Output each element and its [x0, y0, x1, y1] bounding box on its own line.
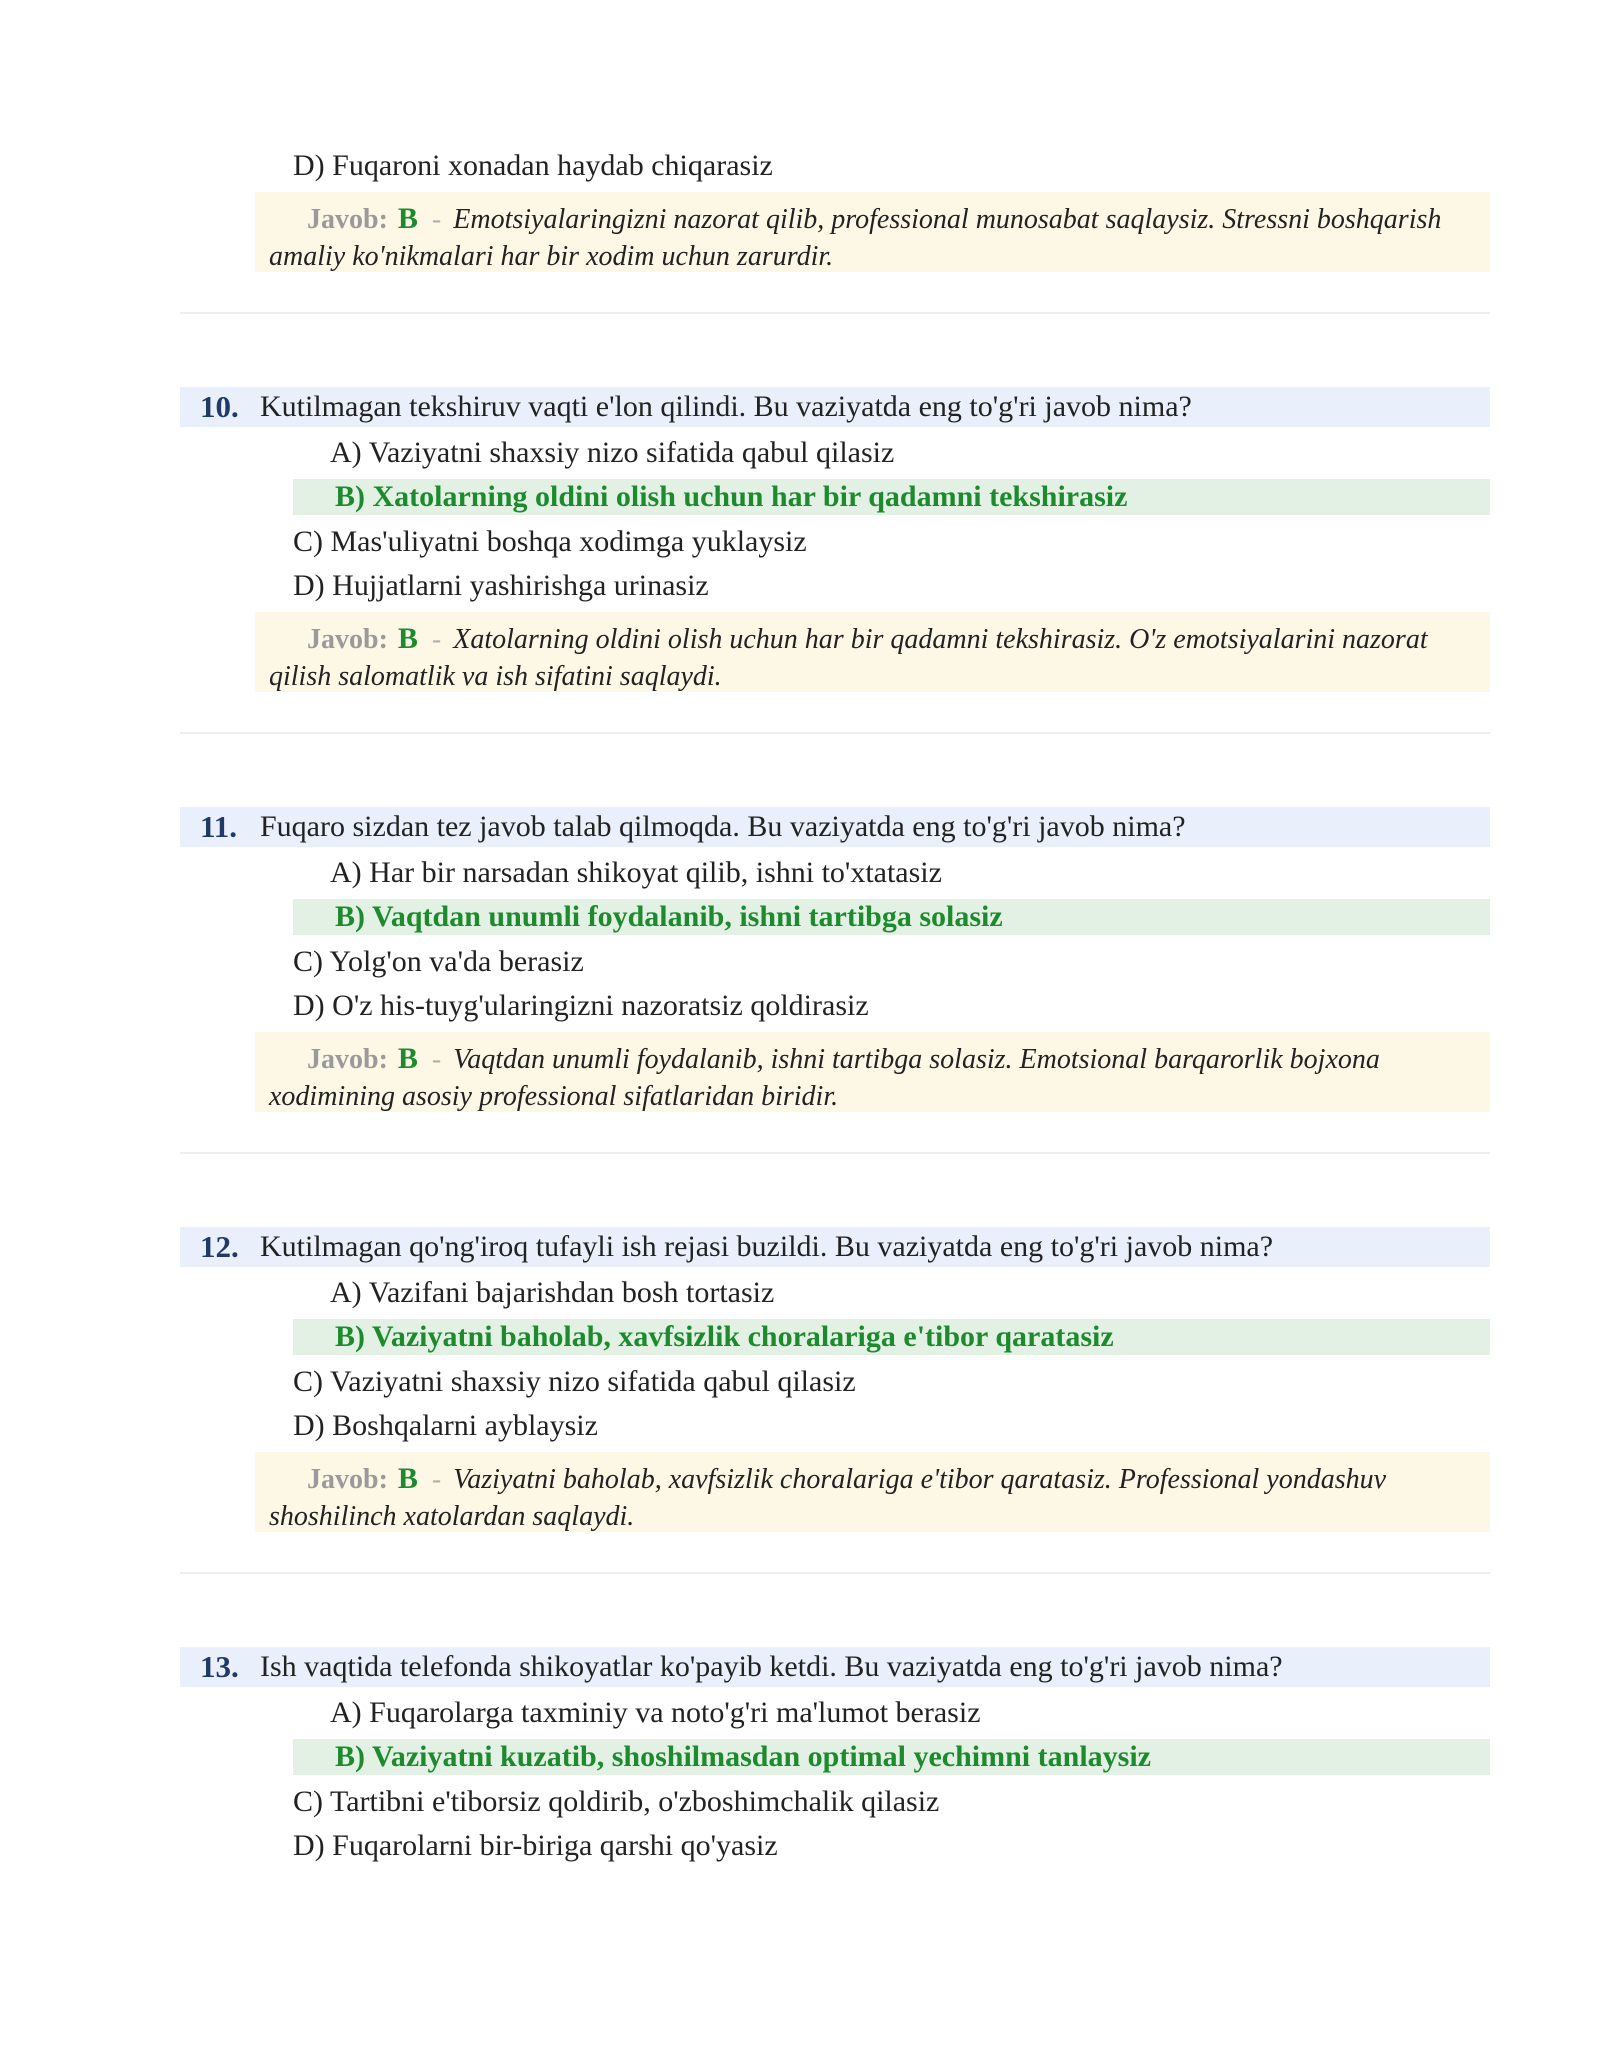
question-row [180, 1227, 1490, 1267]
divider [180, 1152, 1490, 1154]
answer-explanation: Emotsiyalaringizni nazorat qilib, professional munosabat saqlaysiz. Stressni boshqarish amaliy ko'nikmalari har bir xodim uchun zarurdir. [269, 204, 1442, 272]
answer-dash: - [431, 1044, 442, 1075]
divider [180, 732, 1490, 734]
answer-letter: B [397, 1462, 418, 1495]
question-number: 11. [200, 809, 238, 844]
option-d: D) O'z his-tuyg'ularingizni nazoratsiz qoldirasiz [293, 989, 869, 1022]
option-a: A) Har bir narsadan shikoyat qilib, ishni to'xtatasiz [330, 856, 942, 889]
answer-label: Javob: [307, 624, 388, 655]
answer-box [255, 192, 1490, 272]
question-row [180, 387, 1490, 427]
option-a: A) Fuqarolarga taxminiy va noto'g'ri ma'lumot berasiz [330, 1696, 981, 1729]
option-d: D) Fuqarolarni bir-biriga qarshi qo'yasiz [293, 1829, 778, 1862]
answer-explanation: Vaziyatni baholab, xavfsizlik choralariga e'tibor qaratasiz. Professional yondashuv shoshilinch xatolardan saqlaydi. [269, 1464, 1387, 1532]
question-text: Kutilmagan tekshiruv vaqti e'lon qilindi. Bu vaziyatda eng to'g'ri javob nima? [260, 390, 1192, 423]
answer-dash: - [431, 204, 442, 235]
option-b-correct: B) Vaziyatni baholab, xavfsizlik choralariga e'tibor qaratasiz [293, 1319, 1490, 1355]
question-number: 10. [200, 389, 239, 424]
option-b-correct: B) Vaqtdan unumli foydalanib, ishni tartibga solasiz [293, 899, 1490, 935]
question-number: 12. [200, 1229, 239, 1264]
answer-label: Javob: [307, 1044, 388, 1075]
answer-letter: B [397, 1042, 418, 1075]
divider [180, 1572, 1490, 1574]
answer-label: Javob: [307, 204, 388, 235]
answer-label: Javob: [307, 1464, 388, 1495]
answer-explanation: Xatolarning oldini olish uchun har bir qadamni tekshirasiz. O'z emotsiyalarini nazorat qilish salomatlik va ish sifatini saqlaydi. [269, 624, 1428, 692]
divider [180, 312, 1490, 314]
answer-dash: - [431, 1464, 442, 1495]
answer-explanation: Vaqtdan unumli foydalanib, ishni tartibga solasiz. Emotsional barqarorlik bojxona xodimining asosiy professional sifatlaridan biridir. [269, 1044, 1380, 1112]
question-number: 13. [200, 1649, 239, 1684]
answer-letter: B [397, 202, 418, 235]
option-a: A) Vazifani bajarishdan bosh tortasiz [330, 1276, 775, 1309]
answer-dash: - [431, 624, 442, 655]
answer-box [255, 1032, 1490, 1112]
option-c: C) Mas'uliyatni boshqa xodimga yuklaysiz [293, 525, 807, 558]
option-c: C) Yolg'on va'da berasiz [293, 945, 584, 978]
question-text: Ish vaqtida telefonda shikoyatlar ko'payib ketdi. Bu vaziyatda eng to'g'ri javob nima? [260, 1650, 1283, 1683]
option-d: D) Hujjatlarni yashirishga urinasiz [293, 569, 709, 602]
question-text: Kutilmagan qo'ng'iroq tufayli ish rejasi buzildi. Bu vaziyatda eng to'g'ri javob nima? [260, 1230, 1274, 1263]
option-c: C) Vaziyatni shaxsiy nizo sifatida qabul qilasiz [293, 1365, 856, 1398]
question-row [180, 807, 1490, 847]
option-d: D) Fuqaroni xonadan haydab chiqarasiz [293, 149, 773, 182]
option-a: A) Vaziyatni shaxsiy nizo sifatida qabul qilasiz [330, 436, 895, 469]
answer-letter: B [397, 622, 418, 655]
question-row [180, 1647, 1490, 1687]
question-text: Fuqaro sizdan tez javob talab qilmoqda. Bu vaziyatda eng to'g'ri javob nima? [260, 810, 1186, 843]
answer-box [255, 612, 1490, 692]
option-d: D) Boshqalarni ayblaysiz [293, 1409, 598, 1442]
option-c: C) Tartibni e'tiborsiz qoldirib, o'zboshimchalik qilasiz [293, 1785, 940, 1818]
option-b-correct: B) Vaziyatni kuzatib, shoshilmasdan optimal yechimni tanlaysiz [293, 1739, 1490, 1775]
option-b-correct: B) Xatolarning oldini olish uchun har bir qadamni tekshirasiz [293, 479, 1490, 515]
answer-box [255, 1452, 1490, 1532]
